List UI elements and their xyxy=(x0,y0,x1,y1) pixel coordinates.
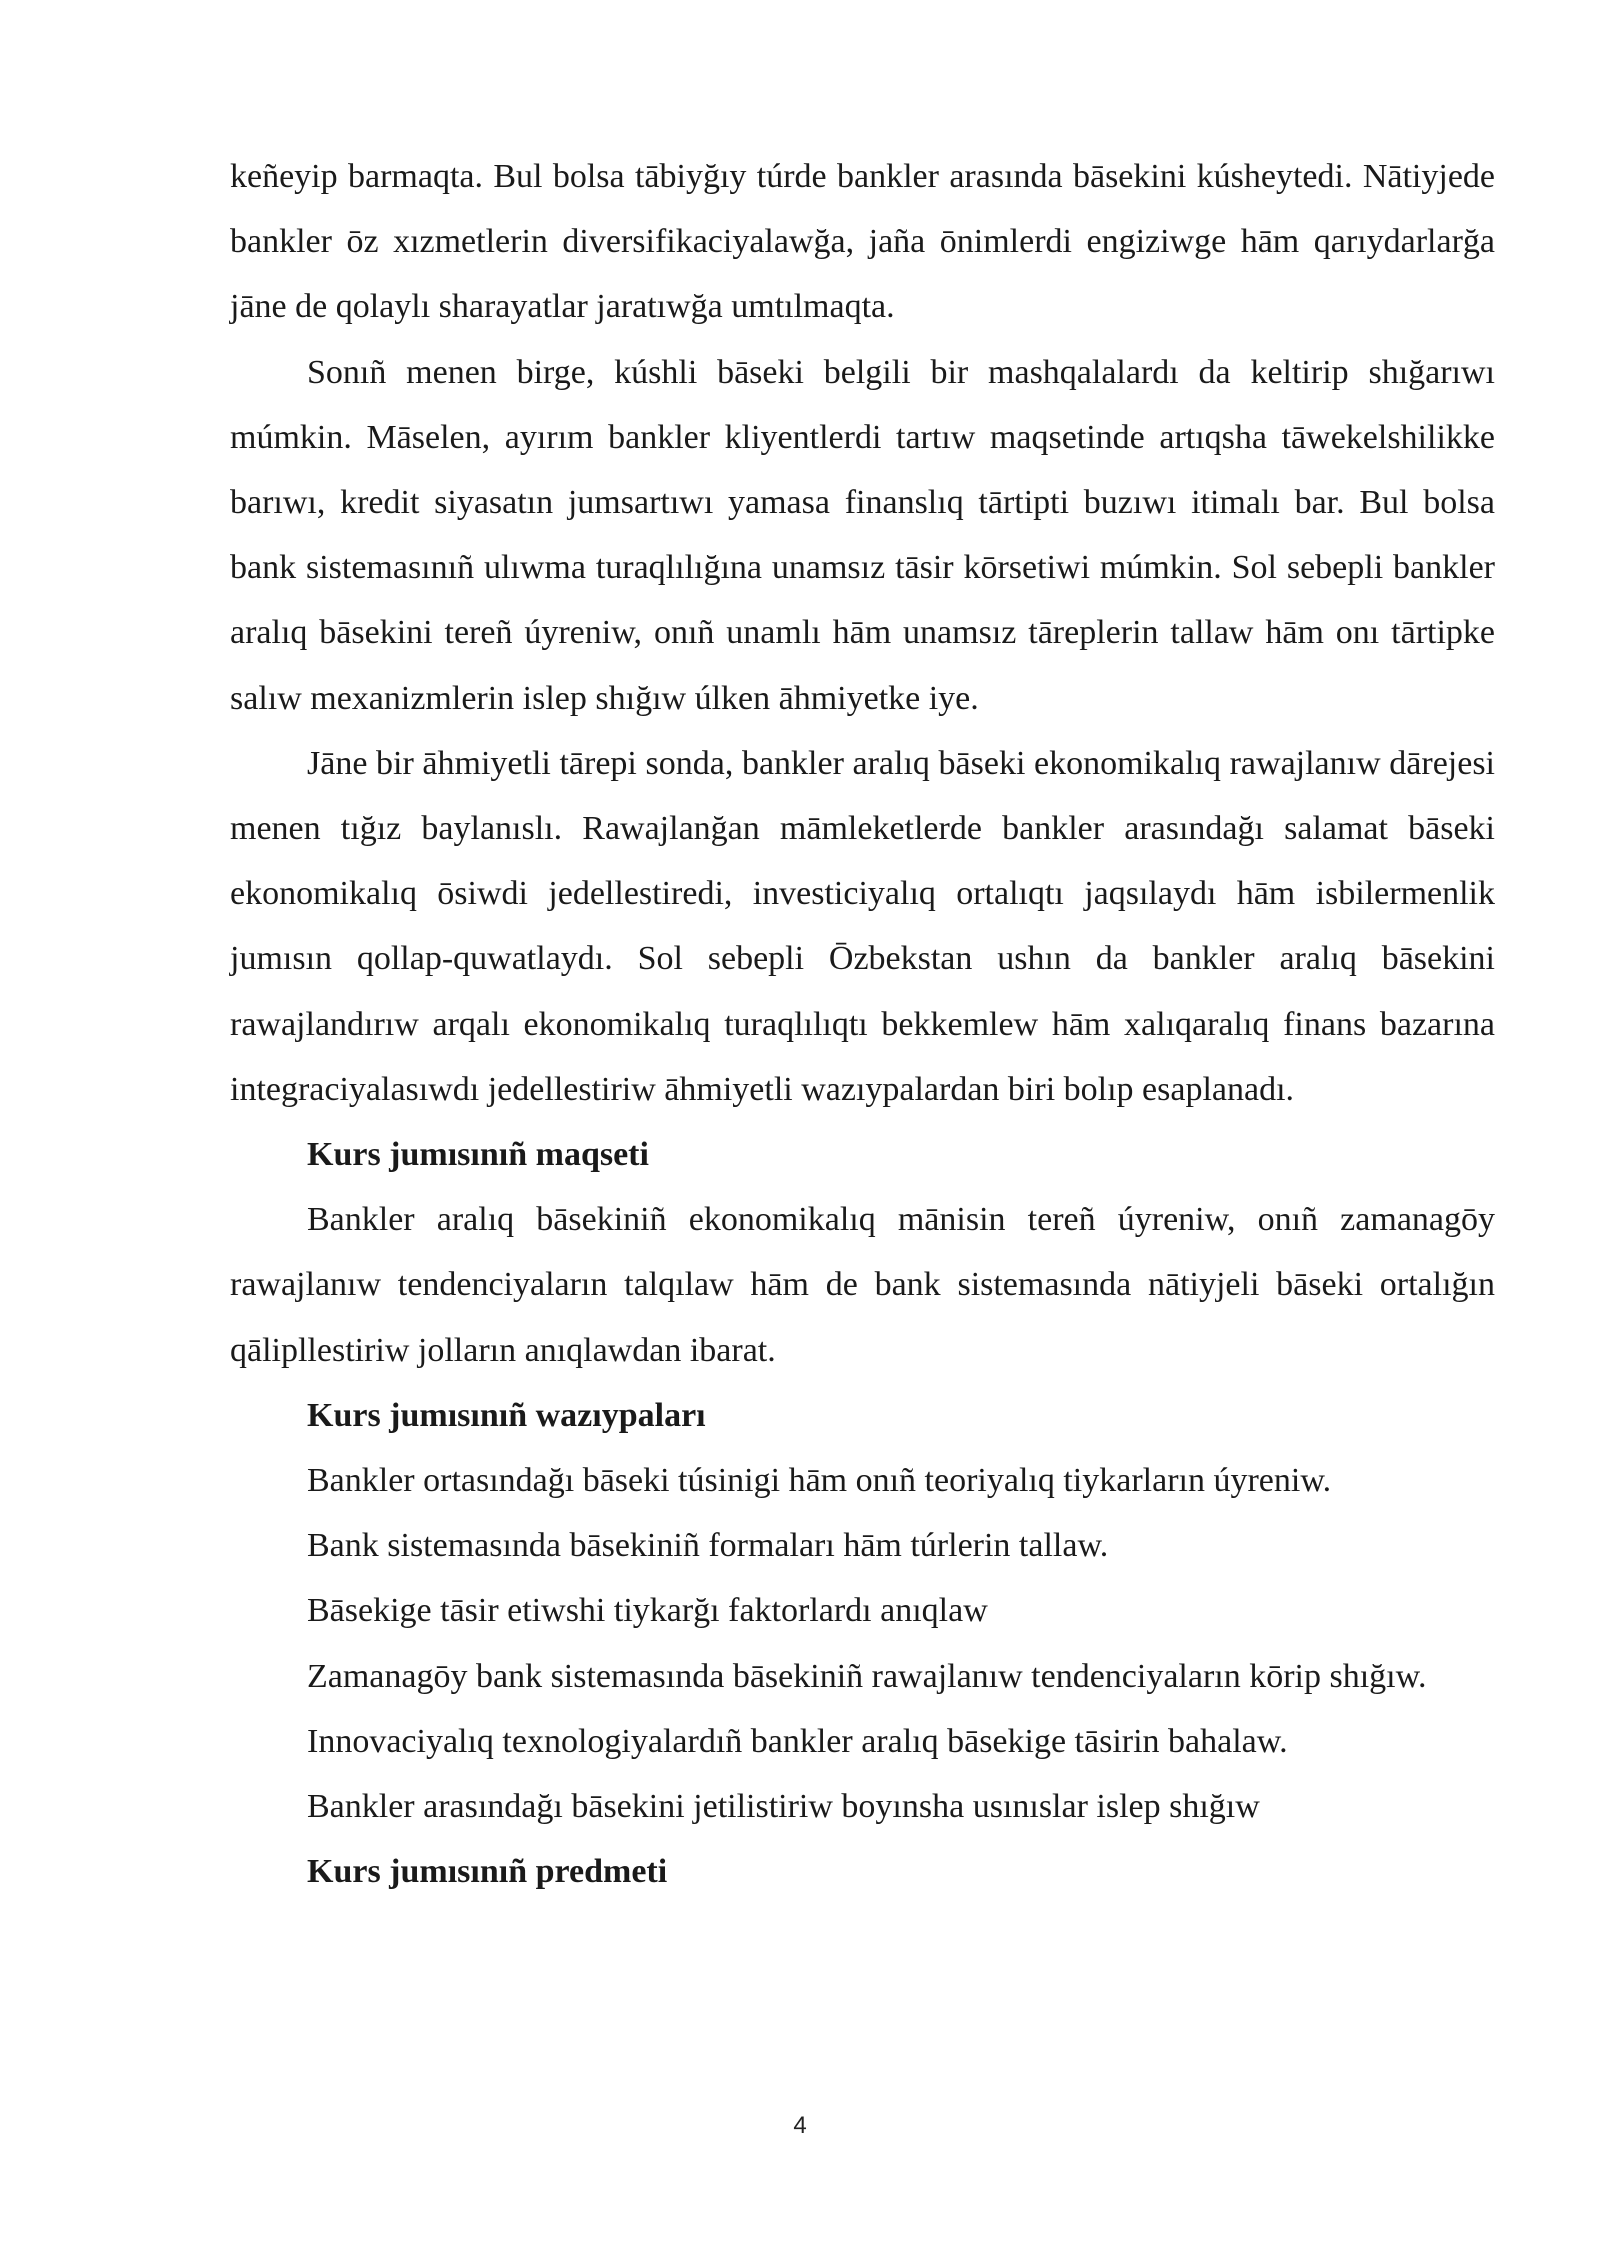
paragraph-continued: keñeyip barmaqta. Bul bolsa tābiyğıy túrde bankler arasında bāsekini kúsheytedi. Nātiyjede bankler ōz xızmetlerin diversifikaciyalawğa, jaña ōnimlerdi engiziwge hām qarıydarlarğa jāne de qolaylı sharayatlar jaratıwğa umtılmaqta. xyxy=(230,158,1495,326)
section-heading-goal: Kurs jumısınıñ maqseti xyxy=(307,1136,649,1174)
page-number: 4 xyxy=(793,2112,807,2139)
task-item: Bāsekige tāsir etiwshi tiykarğı faktorlardı anıqlaw xyxy=(307,1592,988,1630)
section-heading-subject: Kurs jumısınıñ predmeti xyxy=(307,1853,668,1891)
goal-paragraph: Bankler aralıq bāsekiniñ ekonomikalıq mānisin tereñ úyreniw, onıñ zamanagōy rawajlanıw tendenciyaların talqılaw hām de bank sistemasında nātiyjeli bāseki ortalığın qālipllestiriw jolların anıqlawdan ibarat. xyxy=(230,1201,1495,1369)
paragraph: Jāne bir āhmiyetli tārepi sonda, bankler aralıq bāseki ekonomikalıq rawajlanıw dārejesi menen tığız baylanıslı. Rawajlanğan māmleketlerde bankler arasındağı salamat bāseki ekonomikalıq ōsiwdi jedellestiredi, investiciyalıq ortalıqtı jaqsılaydı hām isbilermenlik jumısın qollap-quwatlaydı. Sol sebepli Ōzbekstan ushın da bankler aralıq bāsekini rawajlandırıw arqalı ekonomikalıq turaqlılıqtı bekkemlew hām xalıqaralıq finans bazarına integraciyalasıwdı jedellestiriw āhmiyetli wazıypalardan biri bolıp esaplanadı. xyxy=(230,744,1495,1108)
task-item: Bankler arasındağı bāsekini jetilistiriw boyınsha usınıslar islep shığıw xyxy=(307,1788,1260,1826)
task-item: Bankler ortasındağı bāseki túsinigi hām onıñ teoriyalıq tiykarların úyreniw. xyxy=(307,1462,1332,1500)
section-heading-tasks: Kurs jumısınıñ wazıypaları xyxy=(307,1396,706,1434)
page-body xyxy=(230,144,1495,1904)
task-item: Bank sistemasında bāsekiniñ formaları hām túrlerin tallaw. xyxy=(307,1527,1109,1565)
task-item: Zamanagōy bank sistemasında bāsekiniñ rawajlanıw tendenciyaların kōrip shığıw. xyxy=(307,1657,1427,1695)
task-item: Innovaciyalıq texnologiyalardıñ bankler aralıq bāsekige tāsirin bahalaw. xyxy=(307,1722,1288,1760)
paragraph: Sonıñ menen birge, kúshli bāseki belgili bir mashqalalardı da keltirip shığarıwı múmkin. Māselen, ayırım bankler kliyentlerdi tartıw maqsetinde artıqsha tāwekelshilikke barıwı, kredit siyasatın jumsartıwı yamasa finanslıq tārtipti buzıwı itimalı bar. Bul bolsa bank sistemasınıñ ulıwma turaqlılığına unamsız tāsir kōrsetiwi múmkin. Sol sebepli bankler aralıq bāsekini tereñ úyreniw, onıñ unamlı hām unamsız tāreplerin tallaw hām onı tārtipke salıw mexanizmlerin islep shığıw úlken āhmiyetke iye. xyxy=(230,353,1495,717)
